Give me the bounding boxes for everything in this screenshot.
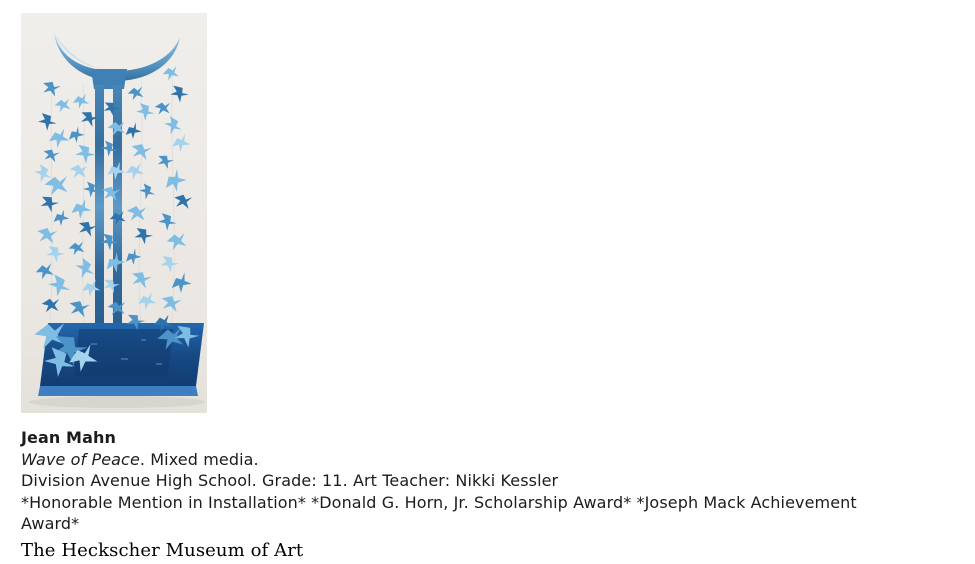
artwork-title: Wave of Peace — [21, 449, 140, 469]
title-line — [21, 449, 966, 471]
school-info: Division Avenue High School. Grade: 11. Art Teacher: Nikki Kessler — [21, 471, 559, 490]
awards-line-2: Award* — [21, 514, 80, 533]
awards-line-1: *Honorable Mention in Installation* *Donald G. Horn, Jr. Scholarship Award* *Joseph Mack Achievement — [21, 492, 857, 512]
artwork-photo — [21, 13, 207, 413]
caption-block — [21, 427, 966, 535]
museum-name: The Heckscher Museum of Art — [21, 539, 304, 561]
artist-name: Jean Mahn — [21, 428, 116, 447]
sculpture-illustration — [21, 13, 207, 413]
artwork-medium: . Mixed media. — [139, 449, 259, 469]
